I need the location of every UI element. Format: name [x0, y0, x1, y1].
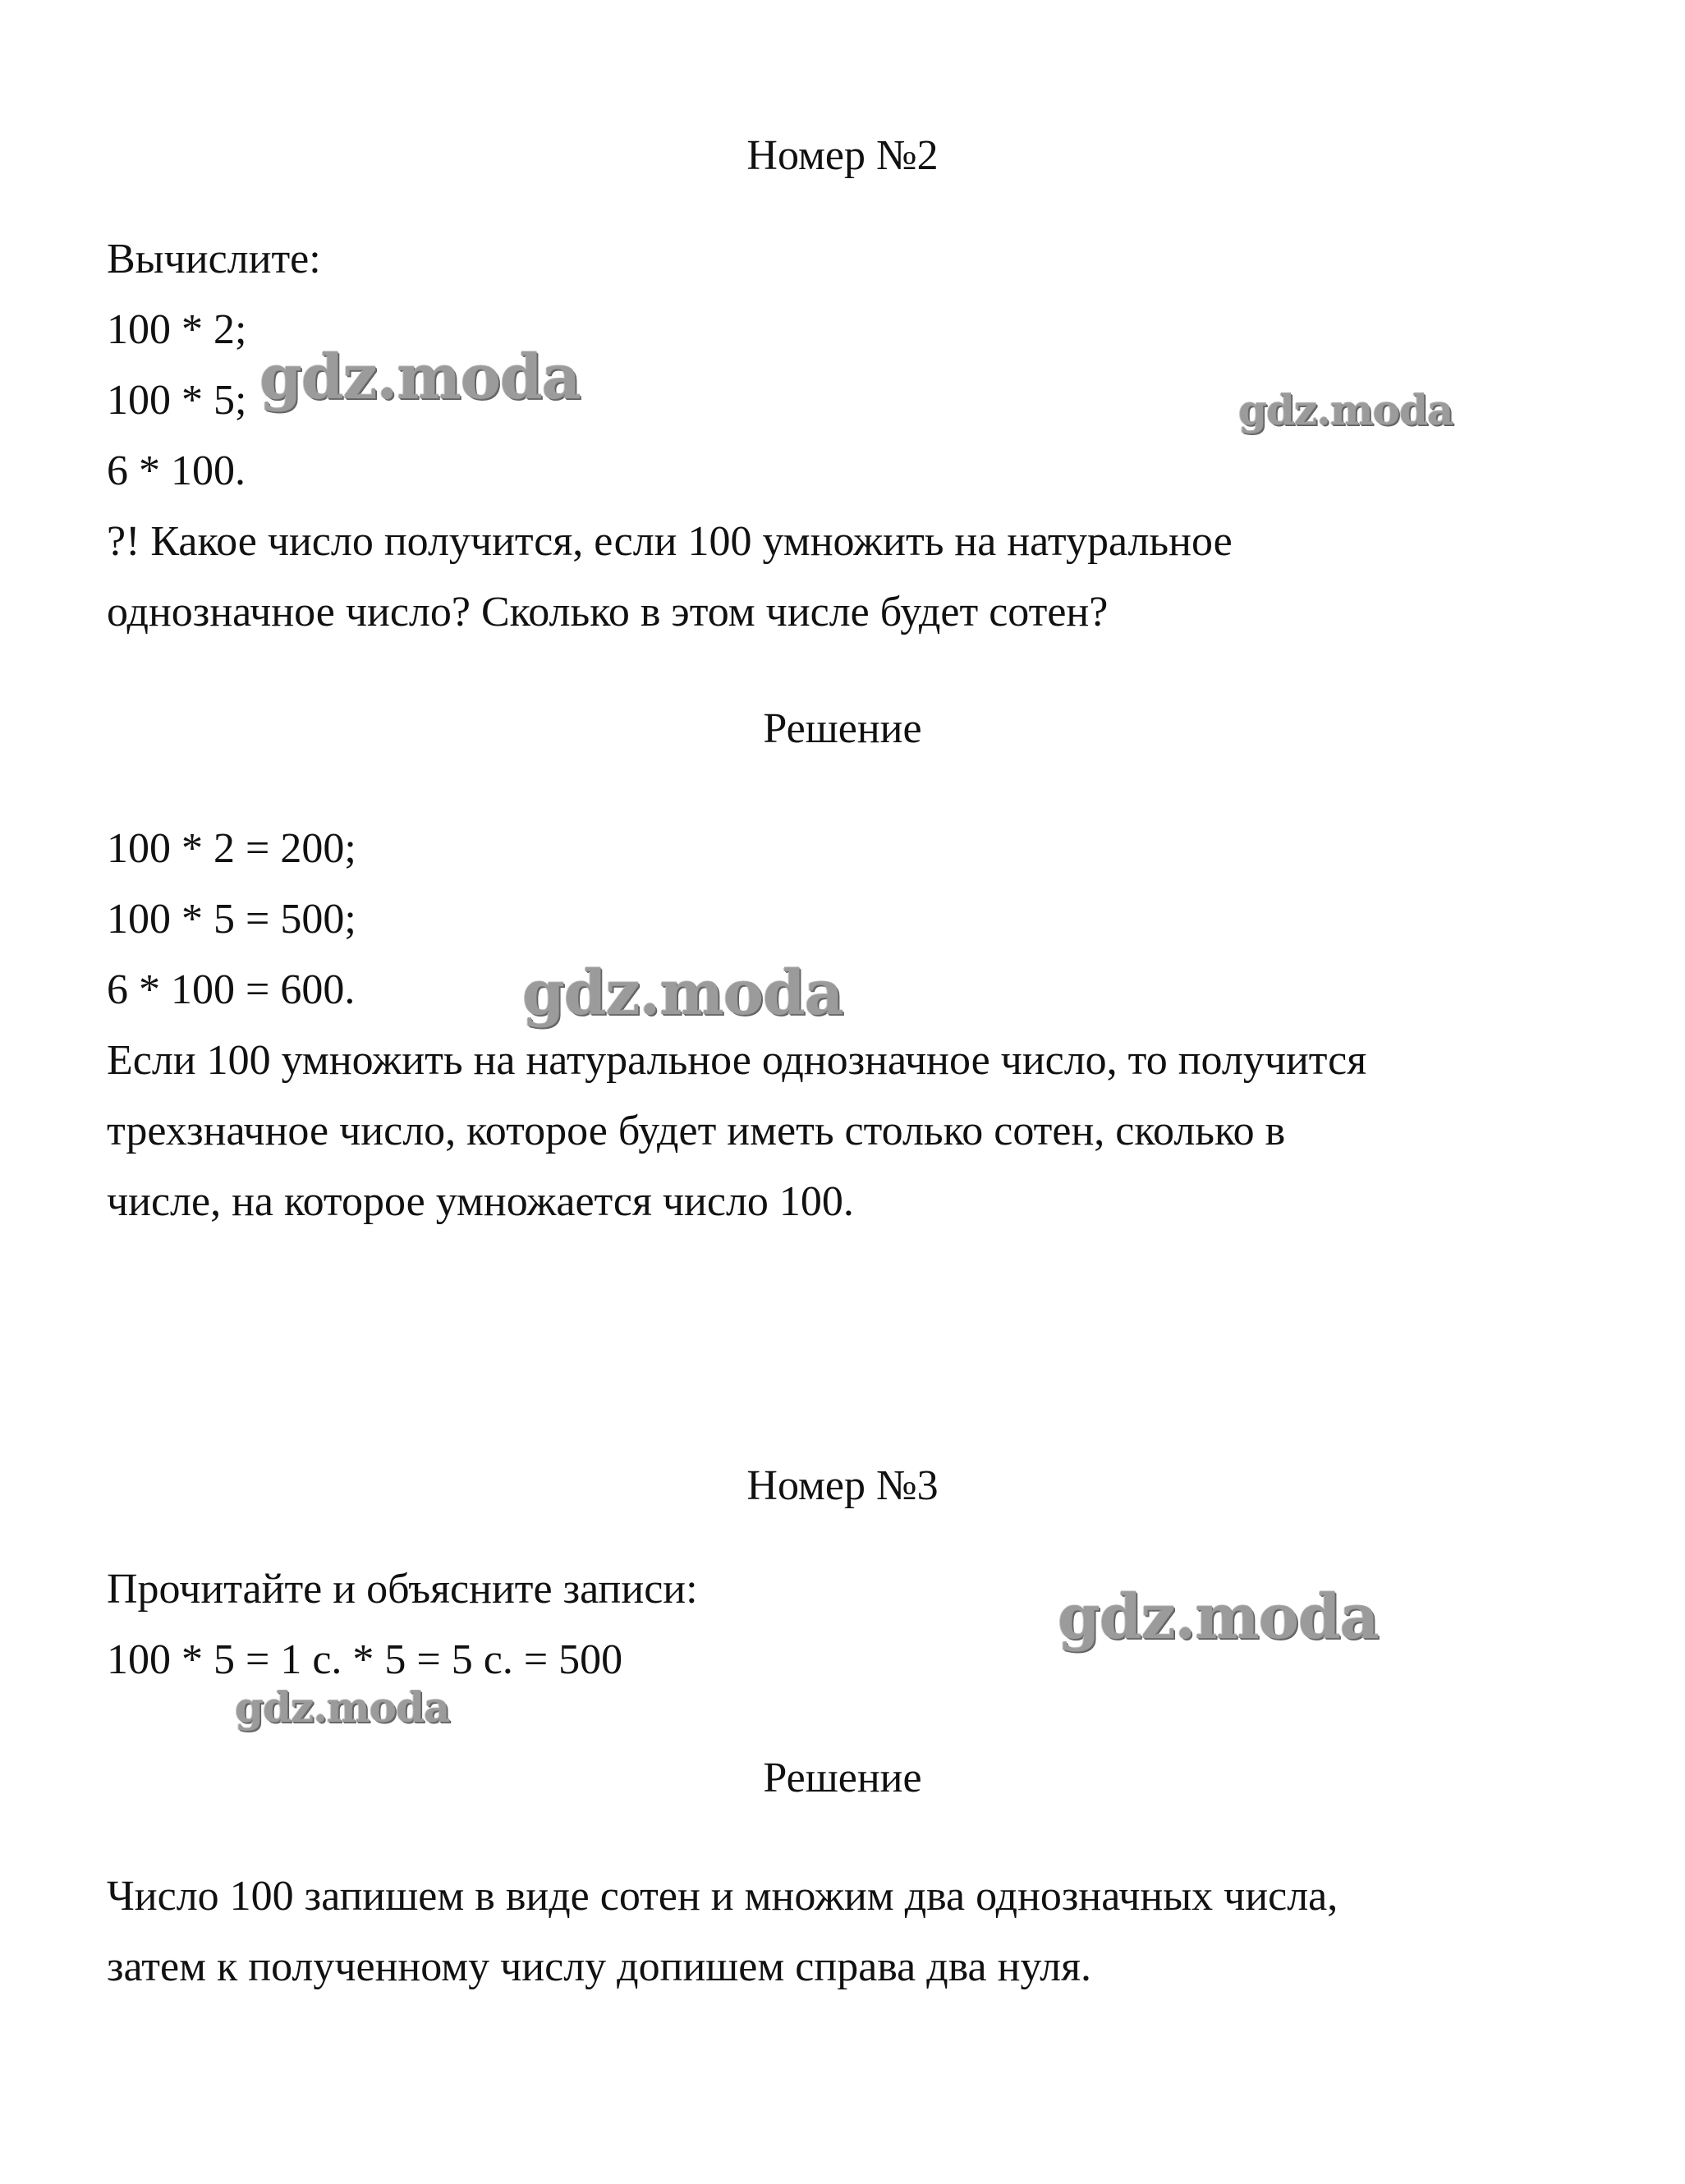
watermark: gdz.moda — [235, 1683, 450, 1732]
task2-expression-3: 6 * 100. — [107, 447, 246, 494]
task3-explanation-line-2: затем к полученному числу допишем справа два нуля. — [107, 1943, 1092, 1990]
task2-answer-2: 100 * 5 = 500; — [107, 896, 356, 943]
task2-expression-1: 100 * 2; — [107, 306, 247, 353]
task2-prompt: Вычислите: — [107, 236, 321, 282]
task2-answer-3: 6 * 100 = 600. — [107, 966, 356, 1013]
task3-solution-heading: Решение — [763, 1755, 922, 1801]
task2-explanation-line-3: числе, на которое умножается число 100. — [107, 1178, 854, 1225]
task2-explanation-line-1: Если 100 умножить на натуральное однозначное число, то получится — [107, 1037, 1367, 1084]
task3-explanation-line-1: Число 100 запишем в виде сотен и множим два однозначных числа, — [107, 1873, 1338, 1920]
watermark: gdz.moda — [522, 958, 843, 1029]
task2-question-line-1: ?! Какое число получится, если 100 умножить на натуральное — [107, 518, 1233, 565]
task2-answer-1: 100 * 2 = 200; — [107, 825, 356, 872]
watermark: gdz.moda — [1058, 1582, 1379, 1653]
task2-expression-2: 100 * 5; — [107, 377, 247, 424]
task3-heading: Номер №3 — [746, 1462, 939, 1509]
task2-solution-heading: Решение — [763, 705, 922, 752]
task2-heading: Номер №2 — [746, 132, 939, 179]
task2-explanation-line-2: трехзначное число, которое будет иметь столько сотен, сколько в — [107, 1108, 1286, 1154]
watermark: gdz.moda — [259, 342, 581, 413]
task3-prompt: Прочитайте и объясните записи: — [107, 1566, 698, 1613]
task2-question-line-2: однозначное число? Сколько в этом числе будет сотен? — [107, 589, 1109, 635]
task3-expression: 100 * 5 = 1 с. * 5 = 5 с. = 500 — [107, 1636, 623, 1683]
watermark: gdz.moda — [1238, 386, 1453, 434]
